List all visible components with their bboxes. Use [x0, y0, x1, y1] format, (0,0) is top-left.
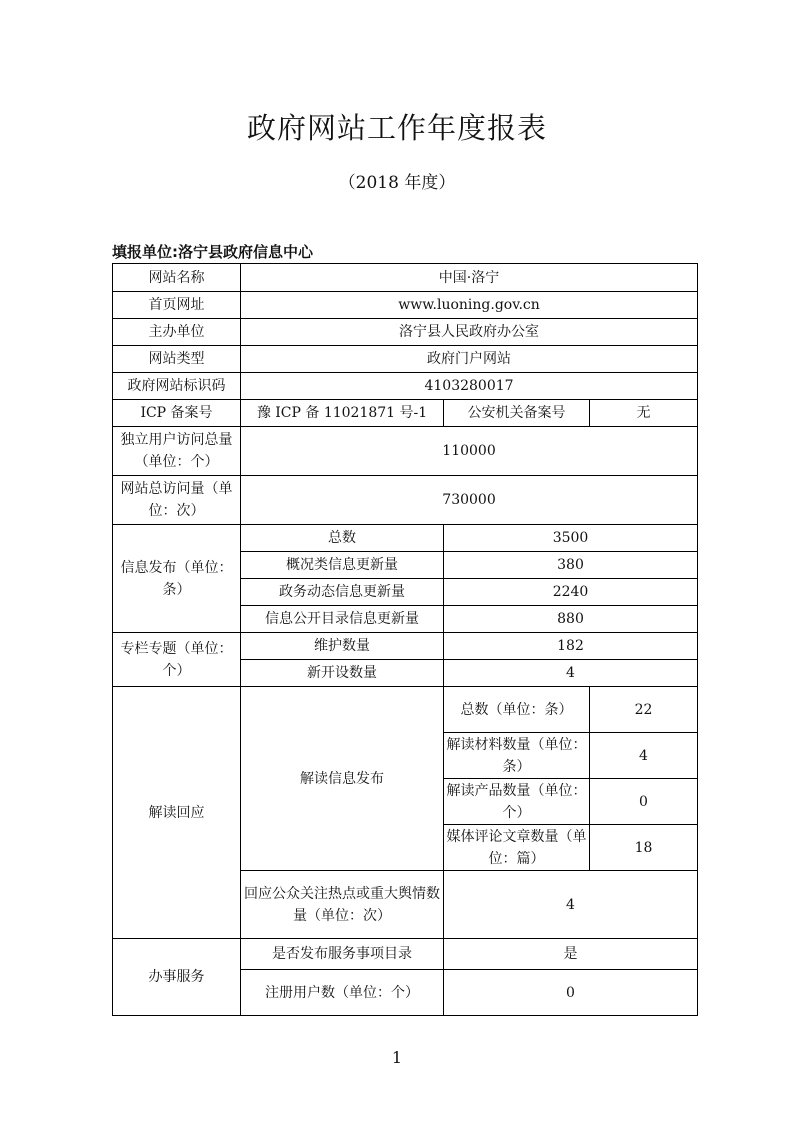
response-hotspot-value: 4 — [444, 871, 698, 939]
info-release-item-label: 信息公开目录信息更新量 — [241, 606, 444, 633]
unique-visitors-label: 独立用户访问总量（单位：个） — [113, 427, 241, 476]
info-release-item-label: 概况类信息更新量 — [241, 552, 444, 579]
info-release-label: 信息发布（单位：条） — [113, 525, 241, 633]
icp-value: 豫 ICP 备 11021871 号-1 — [241, 400, 444, 427]
info-release-item-value: 380 — [444, 552, 698, 579]
total-visits-label: 网站总访问量（单位：次） — [113, 476, 241, 525]
services-label: 办事服务 — [113, 939, 241, 1016]
column-topics-label: 专栏专题（单位：个） — [113, 633, 241, 687]
page-title: 政府网站工作年度报表 — [246, 111, 547, 145]
interpretation-release-label: 解读信息发布 — [241, 687, 444, 871]
table-row — [113, 476, 698, 525]
sponsor-label: 主办单位 — [113, 319, 241, 346]
site-id-label: 政府网站标识码 — [113, 373, 241, 400]
home-url-value: www.luoning.gov.cn — [241, 292, 698, 319]
unique-visitors-value: 110000 — [241, 427, 698, 476]
table-row — [113, 633, 698, 660]
info-release-item-value: 880 — [444, 606, 698, 633]
site-type-value: 政府门户网站 — [241, 346, 698, 373]
site-name-value: 中国·洛宁 — [241, 264, 698, 292]
interpretation-label: 解读回应 — [113, 687, 241, 939]
services-item-value: 0 — [444, 970, 698, 1016]
total-visits-value: 730000 — [241, 476, 698, 525]
page-number: 1 — [391, 1048, 403, 1067]
table-row — [113, 525, 698, 552]
info-release-item-value: 3500 — [444, 525, 698, 552]
services-item-label: 是否发布服务事项目录 — [241, 939, 444, 970]
info-release-item-value: 2240 — [444, 579, 698, 606]
interpretation-item-value: 4 — [590, 733, 698, 779]
response-hotspot-label: 回应公众关注热点或重大舆情数量（单位：次） — [241, 871, 444, 939]
table-row — [113, 427, 698, 476]
icp-label: ICP 备案号 — [113, 400, 241, 427]
info-release-item-label: 总数 — [241, 525, 444, 552]
column-topics-item-label: 新开设数量 — [241, 660, 444, 687]
info-release-item-label: 政务动态信息更新量 — [241, 579, 444, 606]
column-topics-item-label: 维护数量 — [241, 633, 444, 660]
interpretation-item-label: 媒体评论文章数量（单位：篇） — [444, 825, 590, 871]
table-row — [113, 373, 698, 400]
table-row — [113, 346, 698, 373]
column-topics-item-value: 182 — [444, 633, 698, 660]
interpretation-item-value: 22 — [590, 687, 698, 733]
column-topics-item-value: 4 — [444, 660, 698, 687]
interpretation-item-label: 解读产品数量（单位：个） — [444, 779, 590, 825]
site-type-label: 网站类型 — [113, 346, 241, 373]
filler-unit: 填报单位:洛宁县政府信息中心 — [112, 243, 313, 261]
interpretation-item-label: 解读材料数量（单位：条） — [444, 733, 590, 779]
interpretation-item-label: 总数（单位：条） — [444, 687, 590, 733]
services-item-label: 注册用户数（单位：个） — [241, 970, 444, 1016]
sponsor-value: 洛宁县人民政府办公室 — [241, 319, 698, 346]
police-record-label: 公安机关备案号 — [444, 400, 590, 427]
table-row — [113, 319, 698, 346]
site-id-value: 4103280017 — [241, 373, 698, 400]
table-row — [113, 292, 698, 319]
table-row — [113, 264, 698, 292]
table-row — [113, 400, 698, 427]
report-year: （2018 年度） — [338, 173, 456, 193]
table-row — [113, 687, 698, 733]
interpretation-item-value: 18 — [590, 825, 698, 871]
interpretation-item-value: 0 — [590, 779, 698, 825]
police-record-value: 无 — [590, 400, 698, 427]
home-url-label: 首页网址 — [113, 292, 241, 319]
services-item-value: 是 — [444, 939, 698, 970]
table-row — [113, 939, 698, 970]
site-name-label: 网站名称 — [113, 264, 241, 292]
report-table — [112, 263, 698, 1016]
